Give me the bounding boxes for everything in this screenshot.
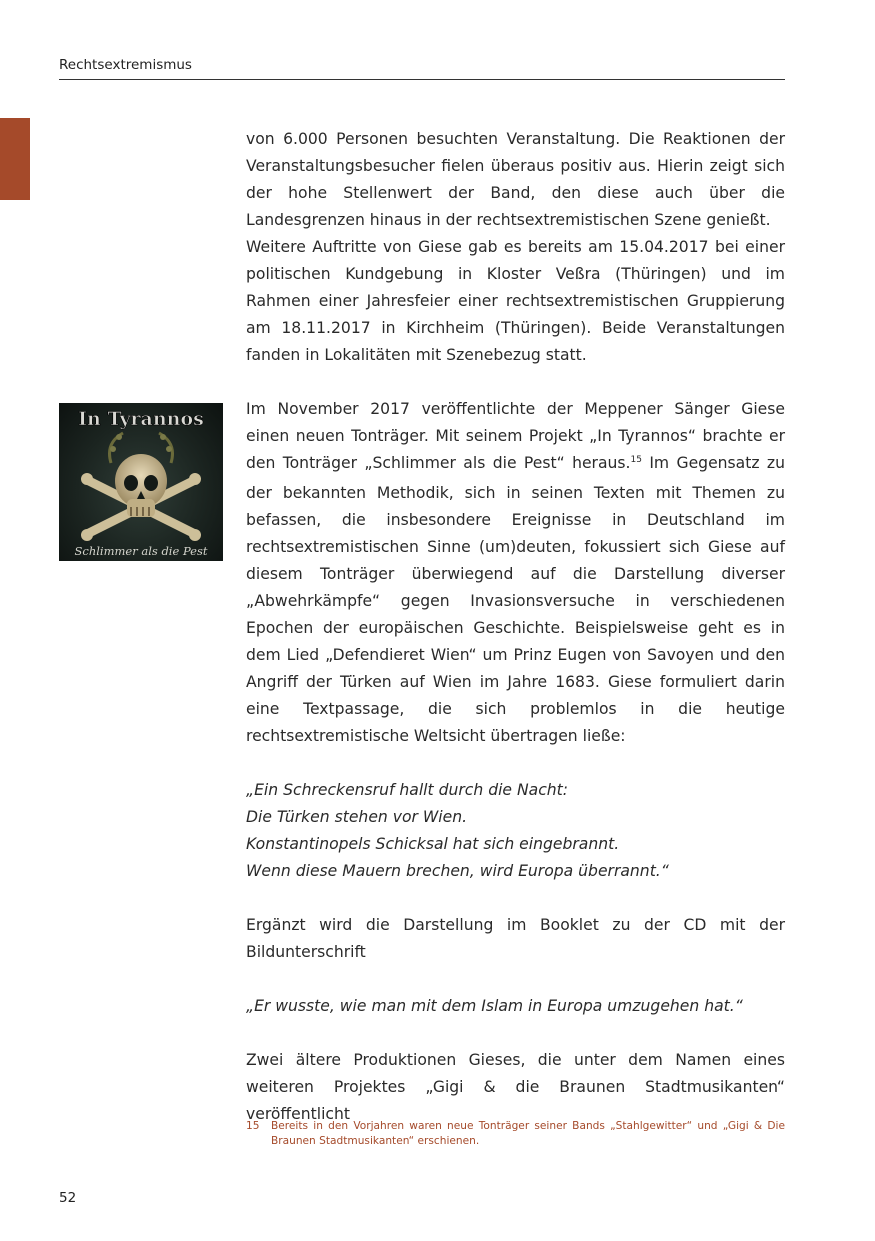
header-rule bbox=[59, 79, 785, 80]
quote-line: Wenn diese Mauern brechen, wird Europa überrannt.“ bbox=[246, 862, 669, 880]
footnote-number: 15 bbox=[246, 1120, 260, 1132]
paragraph-2: Weitere Auftritte von Giese gab es bereits am 15.04.2017 bei einer politischen Kundgebung in Kloster Veßra (Thüringen) und im Rahmen einer Jahresfeier einer rechtsextremistischen Gruppierung am 18.11.2017 in Kirchheim (Thüringen). Beide Veranstaltungen fanden in Lokalitäten mit Szenebezug statt. bbox=[246, 238, 785, 364]
quote-line: Die Türken stehen vor Wien. bbox=[246, 808, 468, 826]
quote-line: Konstantinopels Schicksal hat sich eingebrannt. bbox=[246, 835, 620, 853]
page-number: 52 bbox=[59, 1190, 77, 1206]
paragraph-3-text-b: Im Gegensatz zu der bekannten Methodik, sich in seinen Texten mit Themen zu befassen, die insbesondere Ereignisse in Deutschland im rechtsextremistischen Sinne (um)deuten, fokussiert sich Giese auf diesem Tonträger überwiegend auf die Darstellung diverser „Abwehrkämpfe“ gegen Invasionsversuche in verschiedenen Epochen der europäischen Geschichte. Beispielsweise geht es in dem Lied „Defendieret Wien“ um Prinz Eugen von Savoyen und den Angriff der Türken auf Wien im Jahre 1683. Giese formuliert darin eine Textpassage, die sich problemlos in die heutige rechtsextremistische Weltsicht übertragen ließe: bbox=[246, 454, 785, 745]
quote-line: „Ein Schreckensruf hallt durch die Nacht: bbox=[246, 781, 569, 799]
paragraph-5: Zwei ältere Produktionen Gieses, die unter dem Namen eines weiteren Projektes „Gigi & die Braunen Stadtmusikanten“ veröffentlicht bbox=[246, 1051, 785, 1123]
booklet-quote: „Er wusste, wie man mit dem Islam in Europa umzugehen hat.“ bbox=[246, 997, 743, 1015]
cover-title: In Tyrannos bbox=[78, 408, 204, 430]
lyrics-quote bbox=[246, 777, 785, 885]
paragraph-4: Ergänzt wird die Darstellung im Booklet zu der CD mit der Bildunterschrift bbox=[246, 916, 785, 961]
album-cover-artwork bbox=[59, 403, 223, 561]
footnote bbox=[246, 1119, 785, 1149]
cover-subtitle: Schlimmer als die Pest bbox=[74, 544, 208, 558]
running-header: Rechtsextremismus bbox=[59, 57, 192, 73]
paragraph-3 bbox=[246, 396, 785, 750]
chapter-tab-marker bbox=[0, 118, 30, 200]
footnote-reference: 15 bbox=[630, 455, 642, 465]
main-text-column bbox=[246, 126, 785, 1128]
paragraph-1: von 6.000 Personen besuchten Veranstaltung. Die Reaktionen der Veranstaltungsbesucher fielen überaus positiv aus. Hierin zeigt sich der hohe Stellenwert der Band, den diese auch über die Landesgrenzen hinaus in der rechtsextremistischen Szene genießt. bbox=[246, 130, 785, 229]
paragraph-3-text-a: Im November 2017 veröffentlichte der Meppener Sänger Giese einen neuen Tonträger. Mit seinem Projekt „In Tyrannos“ brachte er den Tonträger „Schlimmer als die Pest“ heraus. bbox=[246, 400, 785, 472]
footnote-text: Bereits in den Vorjahren waren neue Tonträger seiner Bands „Stahlgewitter“ und „Gigi & Die Braunen Stadtmusikanten“ erschienen. bbox=[271, 1120, 785, 1147]
album-cover-image bbox=[59, 403, 223, 561]
